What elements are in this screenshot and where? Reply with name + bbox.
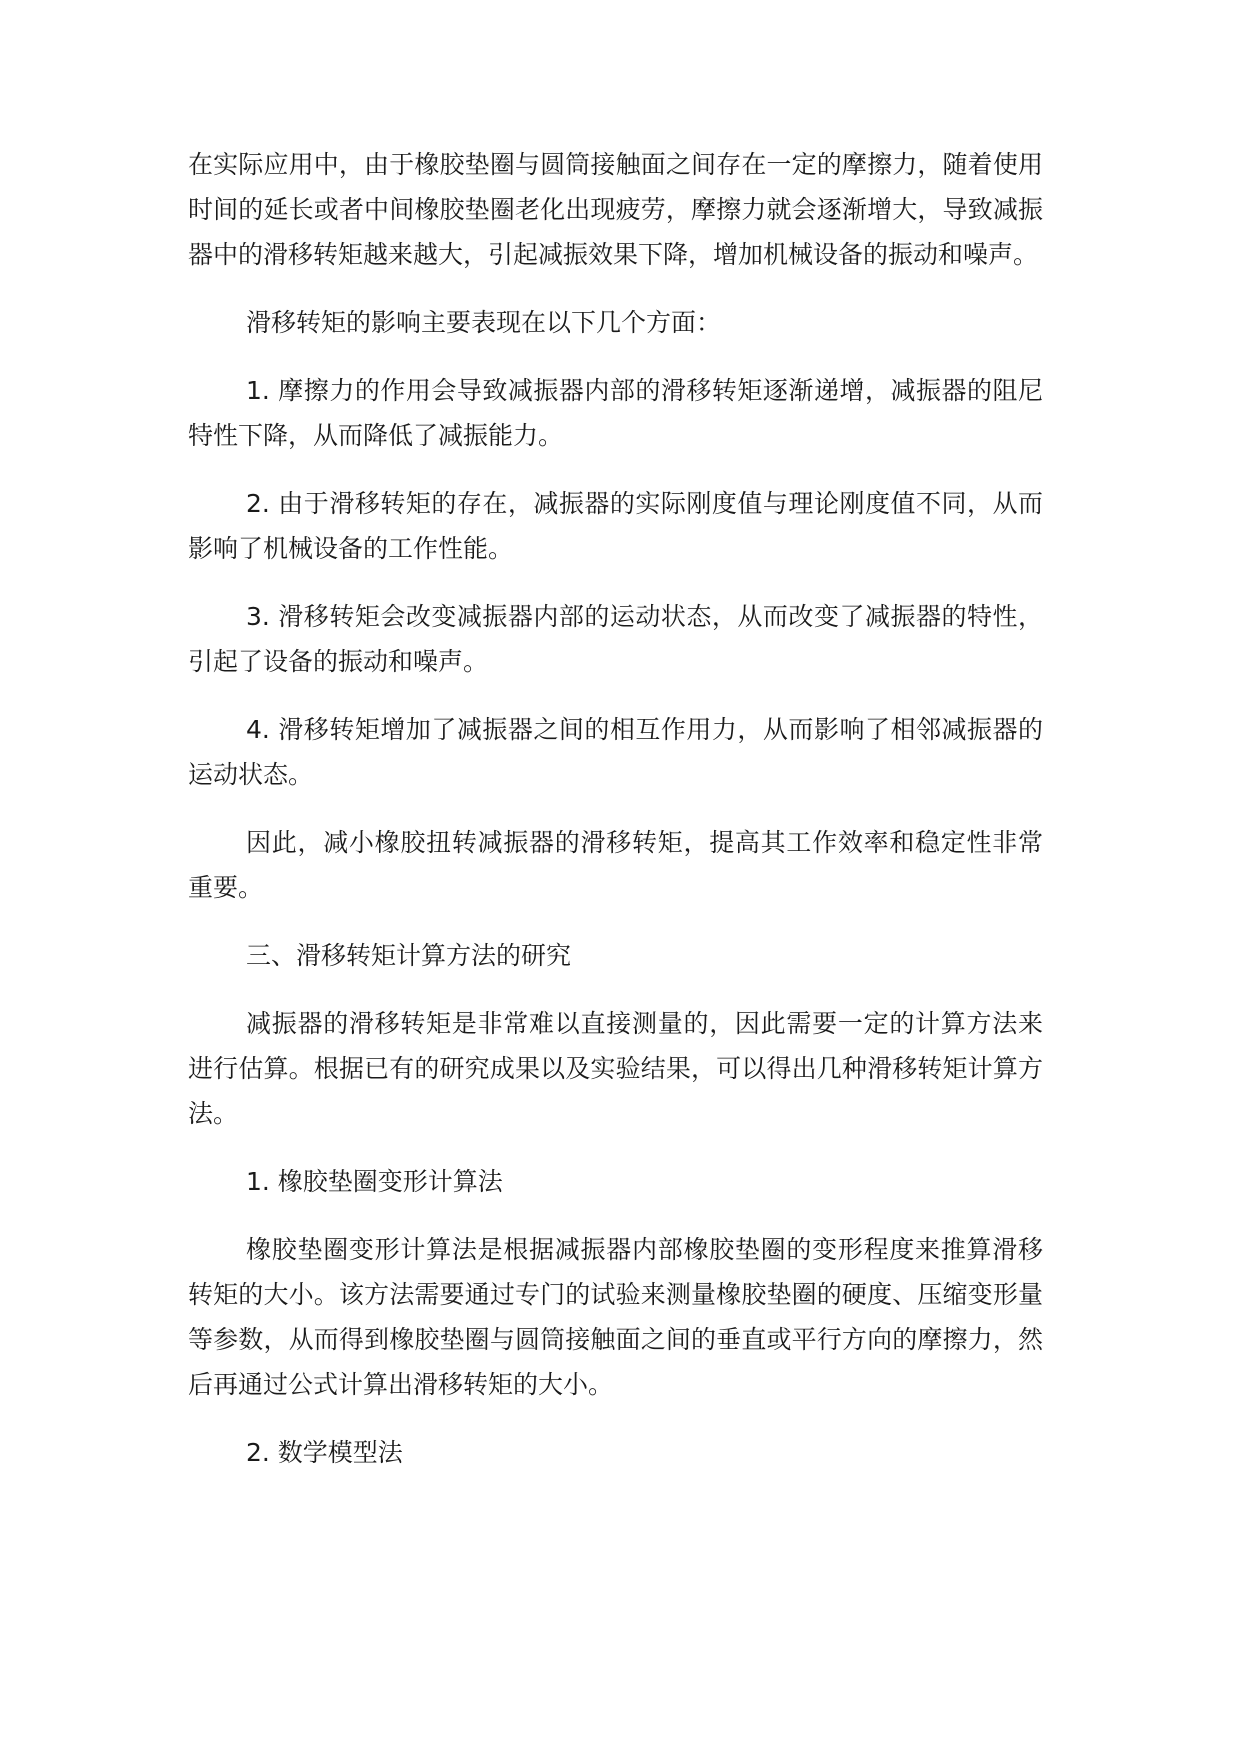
list-item: 3. 滑移转矩会改变减振器内部的运动状态，从而改变了减振器的特性，引起了设备的振动和噪声。: [188, 602, 1043, 676]
paragraph: 减振器的滑移转矩是非常难以直接测量的，因此需要一定的计算方法来进行估算。根据已有的研究成果以及实验结果，可以得出几种滑移转矩计算方法。: [188, 1009, 1043, 1128]
list-item: 4. 滑移转矩增加了减振器之间的相互作用力，从而影响了相邻减振器的运动状态。: [188, 715, 1043, 789]
subsection-heading: 1. 橡胶垫圈变形计算法: [246, 1167, 503, 1196]
section-heading: 三、滑移转矩计算方法的研究: [246, 941, 572, 970]
paragraph: 滑移转矩的影响主要表现在以下几个方面：: [246, 308, 722, 337]
document-body: [188, 142, 1043, 1498]
paragraph: 在实际应用中，由于橡胶垫圈与圆筒接触面之间存在一定的摩擦力，随着使用时间的延长或者中间橡胶垫圈老化出现疲劳，摩擦力就会逐渐增大，导致减振器中的滑移转矩越来越大，引起减振效果下降，增加机械设备的振动和噪声。: [188, 150, 1043, 269]
paragraph: 因此，减小橡胶扭转减振器的滑移转矩，提高其工作效率和稳定性非常重要。: [188, 828, 1043, 902]
subsection-heading: 2. 数学模型法: [246, 1438, 403, 1467]
paragraph: 橡胶垫圈变形计算法是根据减振器内部橡胶垫圈的变形程度来推算滑移转矩的大小。该方法需要通过专门的试验来测量橡胶垫圈的硬度、压缩变形量等参数，从而得到橡胶垫圈与圆筒接触面之间的垂直或平行方向的摩擦力，然后再通过公式计算出滑移转矩的大小。: [188, 1235, 1043, 1399]
list-item: 1. 摩擦力的作用会导致减振器内部的滑移转矩逐渐递增，减振器的阻尼特性下降，从而降低了减振能力。: [188, 376, 1043, 450]
list-item: 2. 由于滑移转矩的存在，减振器的实际刚度值与理论刚度值不同，从而影响了机械设备的工作性能。: [188, 489, 1043, 563]
